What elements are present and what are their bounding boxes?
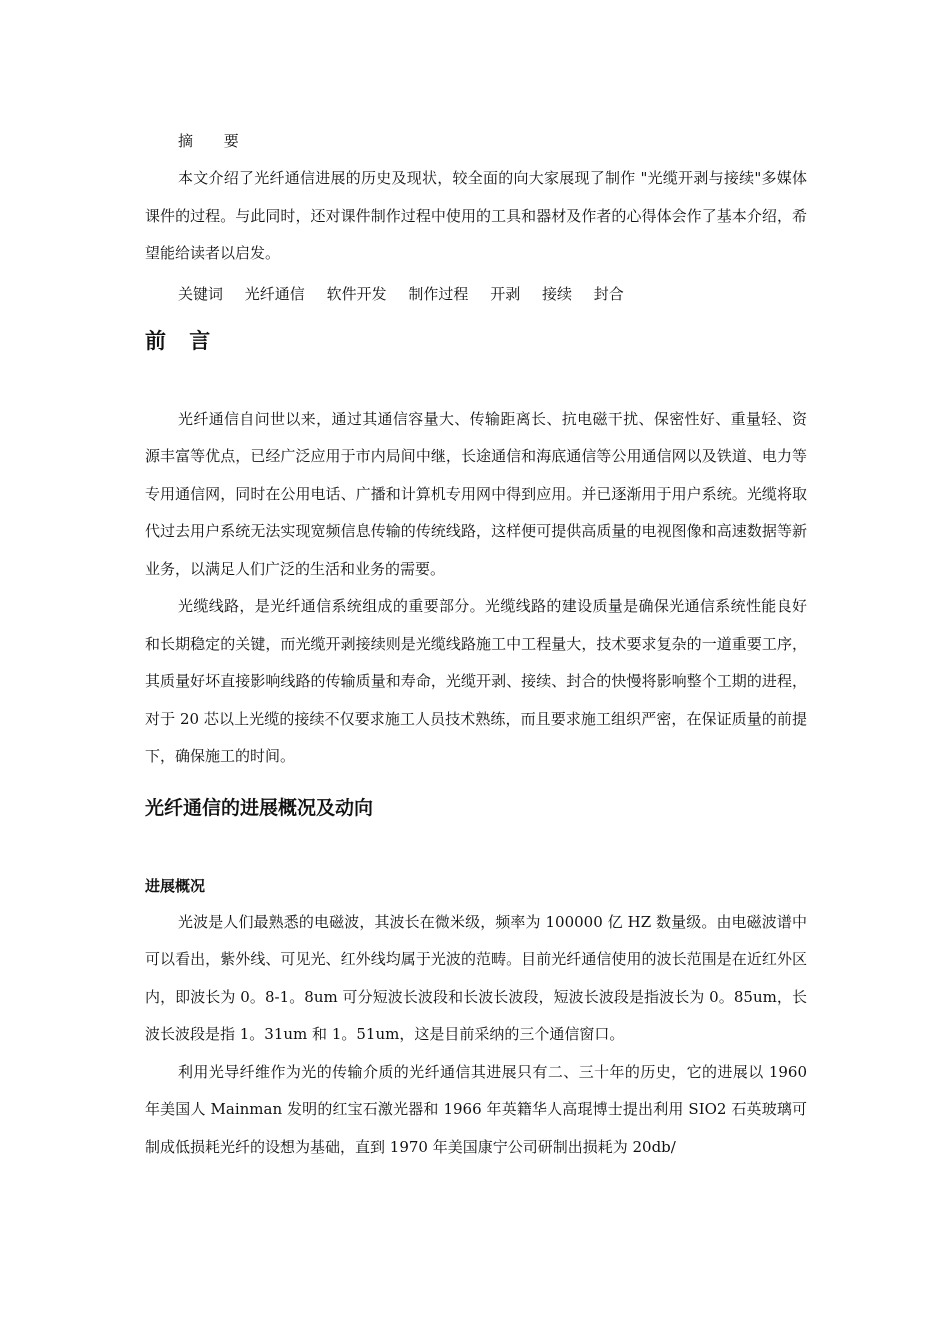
- keyword: 软件开发: [326, 284, 387, 303]
- section-paragraph: 利用光导纤维作为光的传输介质的光纤通信其进展只有二、三十年的历史，它的进展以 1960 年美国人 Mainman 发明的红宝石激光器和 1966 年英籍华人高琨博士提出利用 SIO2 石英玻璃可制成低损耗光纤的设想为基础，直到 1970 年美国康宁公司研制出损耗为 20db/: [145, 1062, 807, 1156]
- keyword: 接续: [541, 284, 572, 303]
- document-content: [145, 122, 807, 1166]
- keywords-label: 关键词: [178, 284, 224, 303]
- keyword: 封合: [593, 284, 624, 303]
- spacer: [145, 828, 807, 868]
- keywords-line: [145, 275, 807, 313]
- spacer: [145, 361, 807, 401]
- preface-paragraph: 光纤通信自问世以来，通过其通信容量大、传输距离长、抗电磁干扰、保密性好、重量轻、资源丰富等优点，已经广泛应用于市内局间中继，长途通信和海底通信等公用通信网以及铁道、电力等专用通信网，同时在公用电话、广播和计算机专用网中得到应用。并已逐渐用于用户系统。光缆将取代过去用户系统无法实现宽频信息传输的传统线路，这样便可提供高质量的电视图像和高速数据等新业务，以满足人们广泛的生活和业务的需要。: [145, 409, 807, 578]
- section-heading: 光纤通信的进展概况及动向: [145, 796, 374, 819]
- preface-heading: 前 言: [145, 328, 219, 353]
- keyword: 光纤通信: [244, 284, 305, 303]
- section-subheading: 进展概况: [145, 876, 206, 895]
- abstract-title: 摘 要: [178, 132, 252, 150]
- keyword: 开剥: [490, 284, 521, 303]
- section-paragraph: 光波是人们最熟悉的电磁波，其波长在微米级，频率为 100000 亿 HZ 数量级。由电磁波谱中可以看出，紫外线、可见光、红外线均属于光波的范畴。目前光纤通信使用的波长范围是在近红外区内，即波长为 0。8-1。8um 可分短波长波段和长波长波段，短波长波段是指波长为 0。85um，长波长波段是指 1。31um 和 1。51um，这是目前采纳的三个通信窗口。: [145, 912, 807, 1043]
- abstract-body: 本文介绍了光纤通信进展的历史及现状，较全面的向大家展现了制作 "光缆开剥与接续"多媒体课件的过程。与此同时，还对课件制作过程中使用的工具和器材及作者的心得体会作了基本介绍，希望能给读者以启发。: [145, 169, 807, 262]
- keyword: 制作过程: [408, 284, 469, 303]
- preface-paragraph: 光缆线路，是光纤通信系统组成的重要部分。光缆线路的建设质量是确保光通信系统性能良好和长期稳定的关键，而光缆开剥接续则是光缆线路施工中工程量大，技术要求复杂的一道重要工序，其质量好坏直接影响线路的传输质量和寿命，光缆开剥、接续、封合的快慢将影响整个工期的进程，对于 20 芯以上光缆的接续不仅要求施工人员技术熟练，而且要求施工组织严密，在保证质量的前提下，确保施工的时间。: [145, 597, 807, 765]
